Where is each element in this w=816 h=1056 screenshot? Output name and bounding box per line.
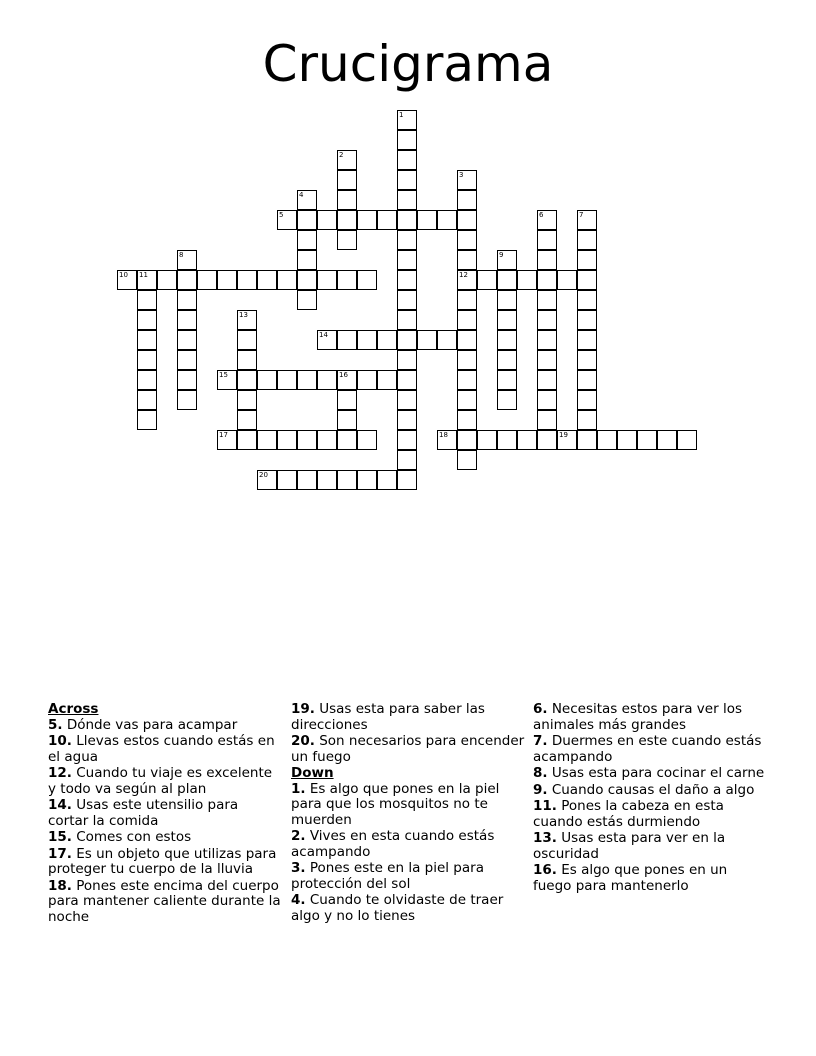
grid-cell[interactable] <box>197 270 217 290</box>
grid-cell[interactable] <box>177 270 197 290</box>
grid-cell[interactable] <box>397 150 417 170</box>
page-title: Crucigrama <box>262 35 554 93</box>
grid-cell[interactable] <box>577 410 597 430</box>
grid-cell[interactable] <box>277 370 297 390</box>
grid-cell[interactable] <box>237 390 257 410</box>
clue-across-14: 14. Usas este utensilio para cortar la comida <box>48 797 239 829</box>
grid-cell[interactable] <box>137 410 157 430</box>
clue-across-19: 19. Usas esta para saber las direcciones <box>291 701 485 733</box>
grid-cell[interactable] <box>137 390 157 410</box>
grid-cell[interactable] <box>497 330 517 350</box>
grid-cell[interactable] <box>177 350 197 370</box>
grid-cell[interactable] <box>157 270 177 290</box>
clue-number: 17 <box>219 431 228 439</box>
grid-cell[interactable] <box>297 470 317 490</box>
grid-cell[interactable] <box>577 430 597 450</box>
grid-cell[interactable] <box>137 270 157 290</box>
clue-number: 9 <box>499 251 504 259</box>
grid-cell[interactable] <box>457 390 477 410</box>
grid-cell[interactable] <box>497 250 517 270</box>
grid-cell[interactable] <box>437 330 457 350</box>
grid-cell[interactable] <box>177 390 197 410</box>
grid-cell[interactable] <box>457 270 477 290</box>
clue-across-10: 10. Llevas estos cuando estás en el agua <box>48 733 275 765</box>
grid-cell[interactable] <box>497 430 517 450</box>
clue-number: 3 <box>459 171 464 179</box>
clue-down-11: 11. Pones la cabeza en esta cuando estás durmiendo <box>533 798 724 830</box>
grid-cell[interactable] <box>577 290 597 310</box>
grid-cell[interactable] <box>397 250 417 270</box>
grid-cell[interactable] <box>477 270 497 290</box>
grid-cell[interactable] <box>317 430 337 450</box>
grid-cell[interactable] <box>537 390 557 410</box>
clue-number: 1 <box>399 111 404 119</box>
clue-number: 15 <box>219 371 228 379</box>
clue-across-18: 18. Pones este encima del cuerpo para mantener caliente durante la noche <box>48 877 281 925</box>
grid-cell[interactable] <box>257 430 277 450</box>
grid-cell[interactable] <box>297 190 317 210</box>
grid-cell[interactable] <box>577 210 597 230</box>
clue-number: 20 <box>259 471 268 479</box>
clue-across-5: 5. Dónde vas para acampar <box>48 716 238 733</box>
grid-cell[interactable] <box>457 450 477 470</box>
grid-cell[interactable] <box>457 350 477 370</box>
grid-cell[interactable] <box>337 170 357 190</box>
clue-number: 8 <box>179 251 184 259</box>
grid-cell[interactable] <box>177 370 197 390</box>
grid-cell[interactable] <box>357 370 377 390</box>
grid-cell[interactable] <box>377 330 397 350</box>
grid-cell[interactable] <box>577 330 597 350</box>
grid-cell[interactable] <box>577 370 597 390</box>
grid-cell[interactable] <box>397 230 417 250</box>
grid-cell[interactable] <box>457 210 477 230</box>
grid-cell[interactable] <box>617 430 637 450</box>
grid-cell[interactable] <box>317 330 337 350</box>
clue-across-20: 20. Son necesarios para encender un fuego <box>291 733 525 765</box>
grid-cell[interactable] <box>337 190 357 210</box>
grid-cell[interactable] <box>277 470 297 490</box>
grid-cell[interactable] <box>357 330 377 350</box>
grid-cell[interactable] <box>337 230 357 250</box>
clue-number: 18 <box>439 431 448 439</box>
grid-cell[interactable] <box>457 250 477 270</box>
grid-cell[interactable] <box>577 310 597 330</box>
grid-cell[interactable] <box>137 350 157 370</box>
clue-down-9: 9. Cuando causas el daño a algo <box>533 781 755 798</box>
grid-cell[interactable] <box>237 310 257 330</box>
clue-number: 5 <box>279 211 284 219</box>
grid-cell[interactable] <box>177 330 197 350</box>
grid-cell[interactable] <box>537 370 557 390</box>
grid-cell[interactable] <box>497 270 517 290</box>
grid-cell[interactable] <box>637 430 657 450</box>
grid-cell[interactable] <box>537 350 557 370</box>
grid-cell[interactable] <box>317 210 337 230</box>
grid-cell[interactable] <box>137 290 157 310</box>
grid-cell[interactable] <box>397 130 417 150</box>
grid-cell[interactable] <box>297 270 317 290</box>
grid-cell[interactable] <box>557 430 577 450</box>
grid-cell[interactable] <box>457 290 477 310</box>
grid-cell[interactable] <box>337 150 357 170</box>
grid-cell[interactable] <box>357 270 377 290</box>
crossword-grid <box>0 0 816 500</box>
grid-cell[interactable] <box>537 270 557 290</box>
grid-cell[interactable] <box>397 430 417 450</box>
grid-cell[interactable] <box>537 310 557 330</box>
grid-cell[interactable] <box>577 390 597 410</box>
clue-down-8: 8. Usas esta para cocinar el carne <box>533 765 765 781</box>
grid-cell[interactable] <box>457 310 477 330</box>
grid-cell[interactable] <box>337 430 357 450</box>
grid-cell[interactable] <box>317 470 337 490</box>
grid-cell[interactable] <box>297 210 317 230</box>
grid-cell[interactable] <box>337 470 357 490</box>
grid-cell[interactable] <box>337 210 357 230</box>
grid-cell[interactable] <box>537 330 557 350</box>
grid-cell[interactable] <box>577 230 597 250</box>
down-header: Down <box>291 765 334 781</box>
grid-cell[interactable] <box>237 410 257 430</box>
grid-cell[interactable] <box>277 430 297 450</box>
grid-cell[interactable] <box>137 370 157 390</box>
grid-cell[interactable] <box>517 270 537 290</box>
grid-cell[interactable] <box>397 410 417 430</box>
grid-cell[interactable] <box>217 270 237 290</box>
grid-cell[interactable] <box>417 330 437 350</box>
grid-cell[interactable] <box>397 170 417 190</box>
grid-cell[interactable] <box>457 230 477 250</box>
grid-cell[interactable] <box>237 370 257 390</box>
grid-cell[interactable] <box>457 190 477 210</box>
grid-cell[interactable] <box>457 430 477 450</box>
clue-down-4: 4. Cuando te olvidaste de traer algo y no lo tienes <box>291 892 504 924</box>
clue-number: 14 <box>319 331 328 339</box>
grid-cell[interactable] <box>237 350 257 370</box>
grid-cell[interactable] <box>477 430 497 450</box>
clue-down-7: 7. Duermes en este cuando estás acampando <box>533 733 762 765</box>
grid-cell[interactable] <box>397 350 417 370</box>
clues-column-2 <box>291 702 525 925</box>
grid-cell[interactable] <box>437 430 457 450</box>
grid-cell[interactable] <box>337 390 357 410</box>
grid-cell[interactable] <box>577 350 597 370</box>
clues-column-1 <box>48 702 282 926</box>
grid-cell[interactable] <box>277 270 297 290</box>
grid-cell[interactable] <box>577 270 597 290</box>
grid-cell[interactable] <box>297 430 317 450</box>
grid-cell[interactable] <box>217 370 237 390</box>
grid-cell[interactable] <box>377 210 397 230</box>
grid-cell[interactable] <box>397 270 417 290</box>
grid-cell[interactable] <box>177 250 197 270</box>
grid-cell[interactable] <box>217 430 237 450</box>
grid-cell[interactable] <box>237 270 257 290</box>
grid-cell[interactable] <box>417 210 437 230</box>
grid-cell[interactable] <box>357 210 377 230</box>
clue-across-17: 17. Es un objeto que utilizas para proteger tu cuerpo de la lluvia <box>48 845 277 877</box>
grid-cell[interactable] <box>277 210 297 230</box>
grid-cell[interactable] <box>237 330 257 350</box>
grid-cell[interactable] <box>377 370 397 390</box>
clue-down-1: 1. Es algo que pones en la piel para que los mosquitos no te muerden <box>291 780 500 828</box>
grid-cell[interactable] <box>537 230 557 250</box>
grid-cell[interactable] <box>297 250 317 270</box>
grid-cell[interactable] <box>517 430 537 450</box>
grid-cell[interactable] <box>657 430 677 450</box>
clue-down-6: 6. Necesitas estos para ver los animales más grandes <box>533 701 742 733</box>
grid-cell[interactable] <box>537 410 557 430</box>
grid-cell[interactable] <box>397 450 417 470</box>
grid-cell[interactable] <box>357 470 377 490</box>
grid-cell[interactable] <box>497 310 517 330</box>
grid-cell[interactable] <box>137 310 157 330</box>
grid-cell[interactable] <box>397 390 417 410</box>
clue-number: 6 <box>539 211 544 219</box>
grid-cell[interactable] <box>257 470 277 490</box>
grid-cell[interactable] <box>457 370 477 390</box>
grid-cell[interactable] <box>497 350 517 370</box>
grid-cell[interactable] <box>457 330 477 350</box>
grid-cell[interactable] <box>337 370 357 390</box>
grid-cell[interactable] <box>297 370 317 390</box>
grid-cell[interactable] <box>497 290 517 310</box>
clue-number: 10 <box>119 271 128 279</box>
grid-cell[interactable] <box>337 270 357 290</box>
grid-cell[interactable] <box>257 270 277 290</box>
grid-cell[interactable] <box>397 210 417 230</box>
grid-cell[interactable] <box>597 430 617 450</box>
grid-cell[interactable] <box>137 330 157 350</box>
clue-number: 12 <box>459 271 468 279</box>
across-header: Across <box>48 701 99 717</box>
grid-cell[interactable] <box>397 470 417 490</box>
grid-cell[interactable] <box>337 330 357 350</box>
clue-down-16: 16. Es algo que pones en un fuego para mantenerlo <box>533 862 728 894</box>
grid-cell[interactable] <box>297 230 317 250</box>
grid-cell[interactable] <box>397 310 417 330</box>
grid-cell[interactable] <box>257 370 277 390</box>
clue-down-13: 13. Usas esta para ver en la oscuridad <box>533 830 726 862</box>
clue-down-3: 3. Pones este en la piel para protección del sol <box>291 860 484 892</box>
clue-number: 11 <box>139 271 148 279</box>
grid-cell[interactable] <box>397 110 417 130</box>
grid-cell[interactable] <box>537 290 557 310</box>
grid-cell[interactable] <box>557 270 577 290</box>
grid-cell[interactable] <box>397 330 417 350</box>
grid-cell[interactable] <box>237 430 257 450</box>
grid-cell[interactable] <box>537 430 557 450</box>
clue-number: 13 <box>239 311 248 319</box>
clue-number: 4 <box>299 191 304 199</box>
grid-cell[interactable] <box>577 250 597 270</box>
clues-column-3 <box>533 702 767 895</box>
grid-cell[interactable] <box>677 430 697 450</box>
clue-number: 7 <box>579 211 584 219</box>
grid-cell[interactable] <box>377 470 397 490</box>
clue-down-2: 2. Vives en esta cuando estás acampando <box>291 828 495 860</box>
clue-number: 16 <box>339 371 348 379</box>
grid-cell[interactable] <box>337 410 357 430</box>
grid-cell[interactable] <box>397 370 417 390</box>
grid-cell[interactable] <box>437 210 457 230</box>
grid-cell[interactable] <box>397 190 417 210</box>
grid-cell[interactable] <box>357 430 377 450</box>
grid-cell[interactable] <box>397 290 417 310</box>
grid-cell[interactable] <box>317 270 337 290</box>
grid-cell[interactable] <box>117 270 137 290</box>
grid-cell[interactable] <box>457 410 477 430</box>
grid-cell[interactable] <box>497 370 517 390</box>
grid-cell[interactable] <box>457 170 477 190</box>
clue-number: 19 <box>559 431 568 439</box>
grid-cell[interactable] <box>497 390 517 410</box>
grid-cell[interactable] <box>537 250 557 270</box>
grid-cell[interactable] <box>297 290 317 310</box>
grid-cell[interactable] <box>317 370 337 390</box>
grid-cell[interactable] <box>177 310 197 330</box>
clue-across-15: 15. Comes con estos <box>48 829 192 845</box>
grid-cell[interactable] <box>537 210 557 230</box>
clue-across-12: 12. Cuando tu viaje es excelente y todo va según al plan <box>48 765 273 797</box>
clue-number: 2 <box>339 151 344 159</box>
grid-cell[interactable] <box>177 290 197 310</box>
